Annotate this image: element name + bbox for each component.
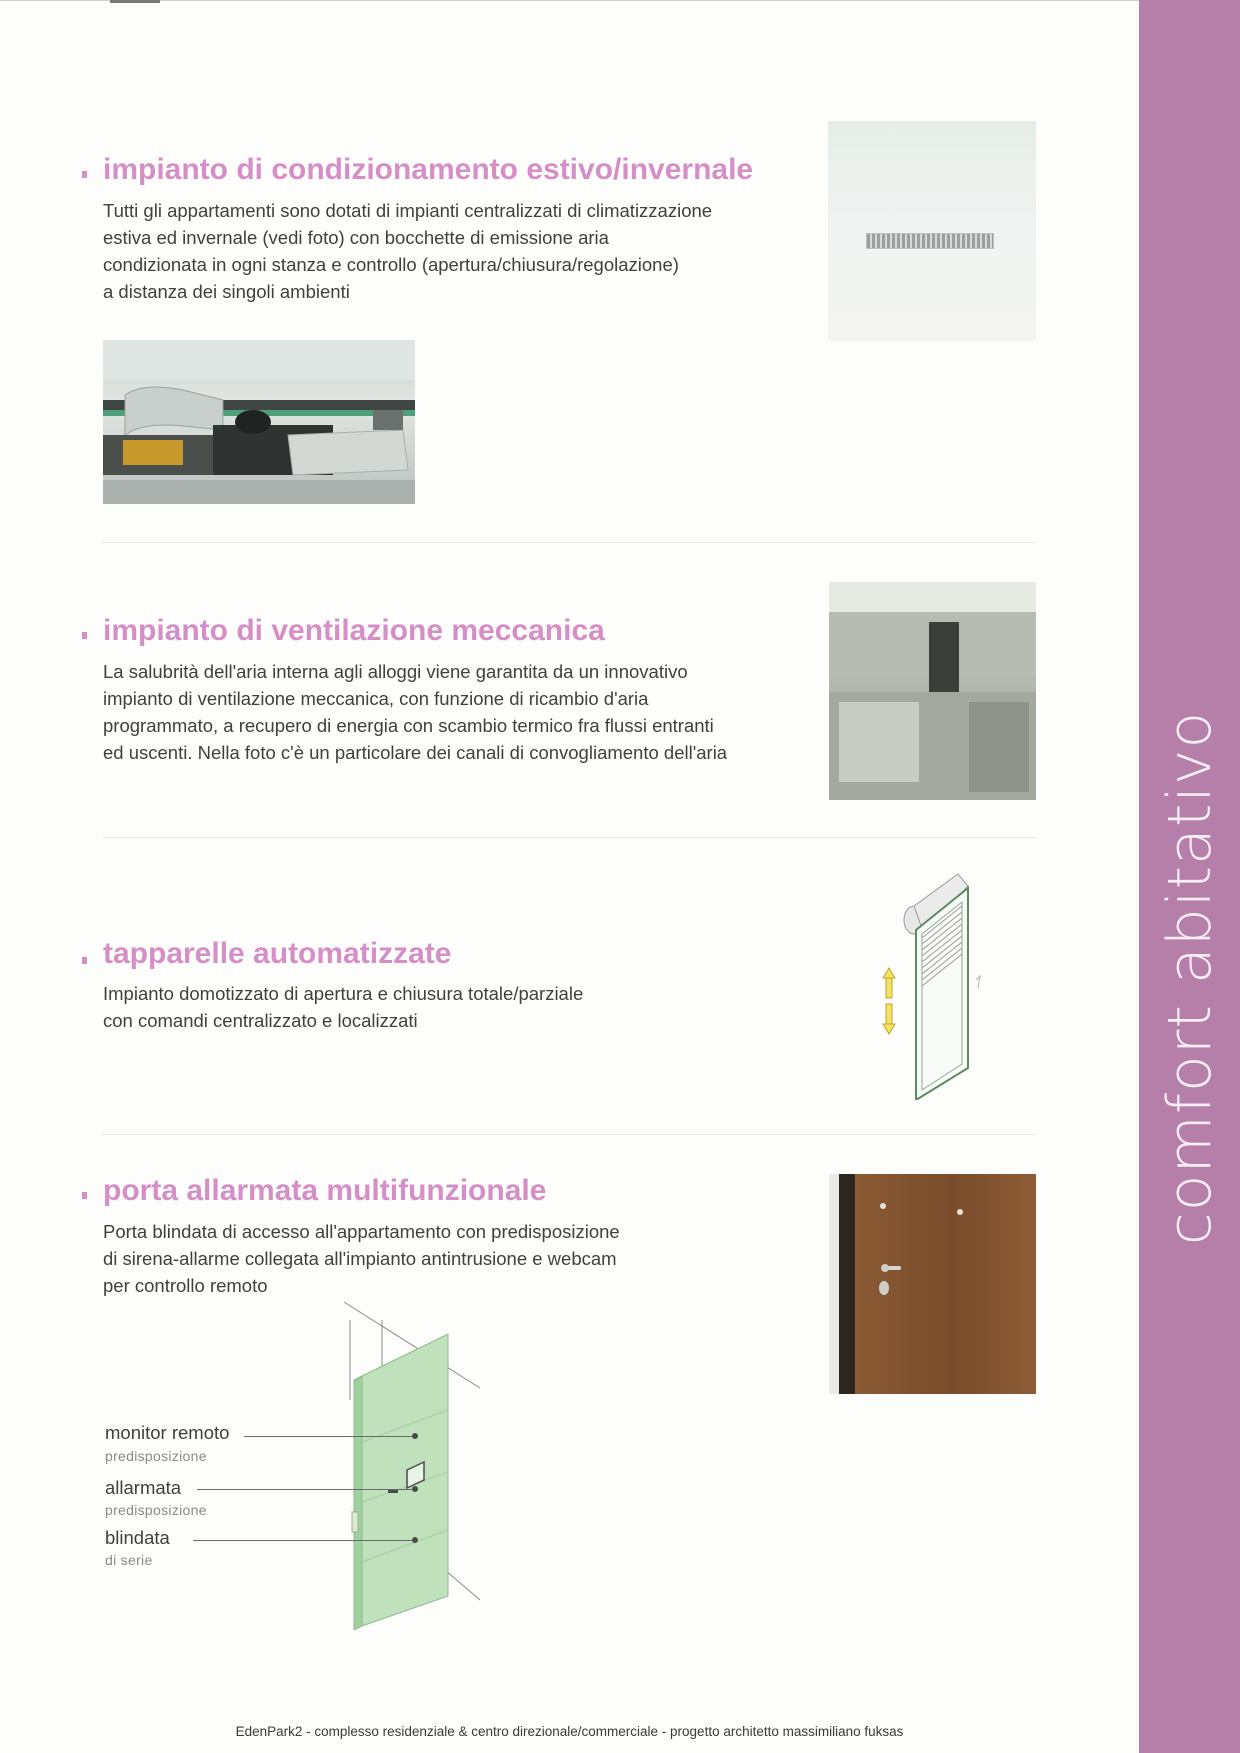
footer-text: EdenPark2 - complesso residenziale & centro direzionale/commerciale - progetto architetto massimiliano fuksas: [235, 1724, 904, 1739]
shutter-illustration: [876, 868, 996, 1100]
callout-dot: [412, 1433, 418, 1439]
section-body-tapparelle: Impianto domotizzato di apertura e chiusura totale/parziale con comandi centralizzato e localizzati: [103, 983, 584, 1031]
ventilation-ducts-illustration: [829, 582, 1036, 800]
bullet-icon: [82, 957, 87, 964]
scan-mark: [110, 0, 160, 3]
air-vent-photo: [828, 121, 1036, 341]
ventilation-ducts-photo: [829, 582, 1036, 800]
callout-dot: [412, 1486, 418, 1492]
bullet-icon: [82, 632, 87, 639]
sidebar: [1139, 0, 1240, 1753]
door-photo-details: [829, 1174, 1036, 1394]
top-rule: [0, 0, 1139, 1]
section-divider: [103, 542, 1036, 543]
sidebar-label: comfort abitativo: [1154, 710, 1225, 1246]
door-diagram: [330, 1300, 500, 1630]
section-body-condizionamento: Tutti gli appartamenti sono dotati di impianti centralizzati di climatizzazione estiva ed invernale (vedi foto) con bocchette di emissione aria condizionata in ogni stanza e controllo (apertura/chiusura/regolazione) a distanza dei singoli ambienti: [103, 200, 713, 302]
section-title-porta: porta allarmata multifunzionale: [103, 1174, 547, 1207]
vent-grille: [866, 233, 994, 249]
section-title-tapparelle: tapparelle automatizzate: [103, 937, 452, 970]
callout-monitor-remoto: monitor remoto: [105, 1422, 230, 1443]
callout-dot: [412, 1537, 418, 1543]
callout-blindata: blindata: [105, 1527, 170, 1548]
duct-unit-photo: [103, 340, 415, 504]
callout-blindata-sub: di serie: [105, 1552, 153, 1568]
callout-allarmata-sub: predisposizione: [105, 1502, 207, 1518]
section-body-porta: Porta blindata di accesso all'appartamento con predisposizione di sirena-allarme collegata all'impianto antintrusione e webcam per controllo remoto: [103, 1221, 620, 1296]
section-divider: [103, 1134, 1036, 1135]
callout-line: [193, 1540, 414, 1541]
callout-line: [244, 1436, 414, 1437]
section-title-condizionamento: impianto di condizionamento estivo/invernale: [103, 153, 754, 186]
section-title-ventilazione: impianto di ventilazione meccanica: [103, 614, 605, 647]
section-divider: [103, 837, 1036, 838]
callout-monitor-remoto-sub: predisposizione: [105, 1448, 207, 1464]
callout-allarmata: allarmata: [105, 1477, 182, 1498]
duct-unit-illustration: [103, 340, 415, 504]
bullet-icon: [82, 1192, 87, 1199]
section-body-ventilazione: La salubrità dell'aria interna agli alloggi viene garantita da un innovativo impianto di ventilazione meccanica, con funzione di ricambio d'aria programmato, a recupero di energia con scambio termico fra flussi entranti ed uscenti. Nella foto c'è un particolare dei canali di convogliamento dell'aria: [103, 661, 728, 763]
bullet-icon: [82, 171, 87, 178]
callout-line: [197, 1489, 414, 1490]
armored-door-photo: [829, 1174, 1036, 1394]
